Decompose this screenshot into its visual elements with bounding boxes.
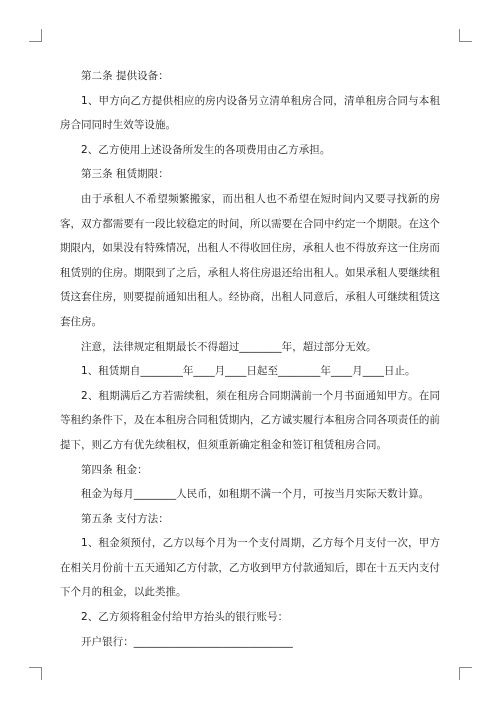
paragraph: 由于承租人不希望频繁搬家，而出租人也不希望在短时间内又要寻找新的房客，双方都需要有一段比较稳定的时间，所以需要在合同中约定一个期限。在这个期限内，如果没有特殊情况，出租人不得收回住房，承租人也不得放弃这一住房而租赁别的住房。期限到了之后，承租人将住房退还给出租人。如果承租人要继续租赁这套住房，则要提前通知出租人。经协商，出租人同意后，承租人可继续租赁这套住房。 xyxy=(60,192,440,328)
paragraph: 注意，法律规定租期最长不得超过________年，超过部分无效。 xyxy=(81,340,377,353)
crop-mark-bottom-right xyxy=(459,667,472,680)
crop-mark-top-right xyxy=(459,29,472,42)
paragraph: 1、租赁期自________年____月____日起至________年____月____日止。 xyxy=(81,365,416,378)
paragraph: 租金为每月________人民币，如租期不满一个月，可按当月实际天数计算。 xyxy=(81,488,430,501)
bank-field: 开户银行：______________________________ xyxy=(81,635,293,648)
article-5-heading: 第五条 支付方法： xyxy=(81,512,169,525)
paragraph: 2、乙方须将租金付给甲方抬头的银行账号： xyxy=(81,611,289,624)
paragraph: 2、租期满后乙方若需续租，须在租房合同期满前一个月书面通知甲方。在同等租约条件下，及在本租房合同租赁期内，乙方诚实履行本租房合同各项责任的前提下，则乙方有优先续租权，但须重新确定租金和签订租赁租房合同。 xyxy=(60,389,440,451)
paragraph: 1、租金须预付，乙方以每个月为一个支付周期，乙方每个月支付一次，甲方在相关月份前十五天通知乙方付款，乙方收到甲方付款通知后，即在十五天内支付下个月的租金，以此类推。 xyxy=(60,537,440,599)
paragraph: 2、乙方使用上述设备所发生的各项费用由乙方承担。 xyxy=(81,143,331,156)
crop-mark-top-left xyxy=(29,29,42,42)
article-2-heading: 第二条 提供设备： xyxy=(81,70,169,82)
article-4-heading: 第四条 租金： xyxy=(81,463,148,476)
crop-mark-bottom-left xyxy=(29,667,42,680)
article-3-heading: 第三条 租赁期限： xyxy=(81,168,169,181)
paragraph: 1、甲方向乙方提供相应的房内设备另立清单租房合同，清单租房合同与本租房合同同时生效等设施。 xyxy=(60,94,440,132)
document-body xyxy=(60,64,440,654)
